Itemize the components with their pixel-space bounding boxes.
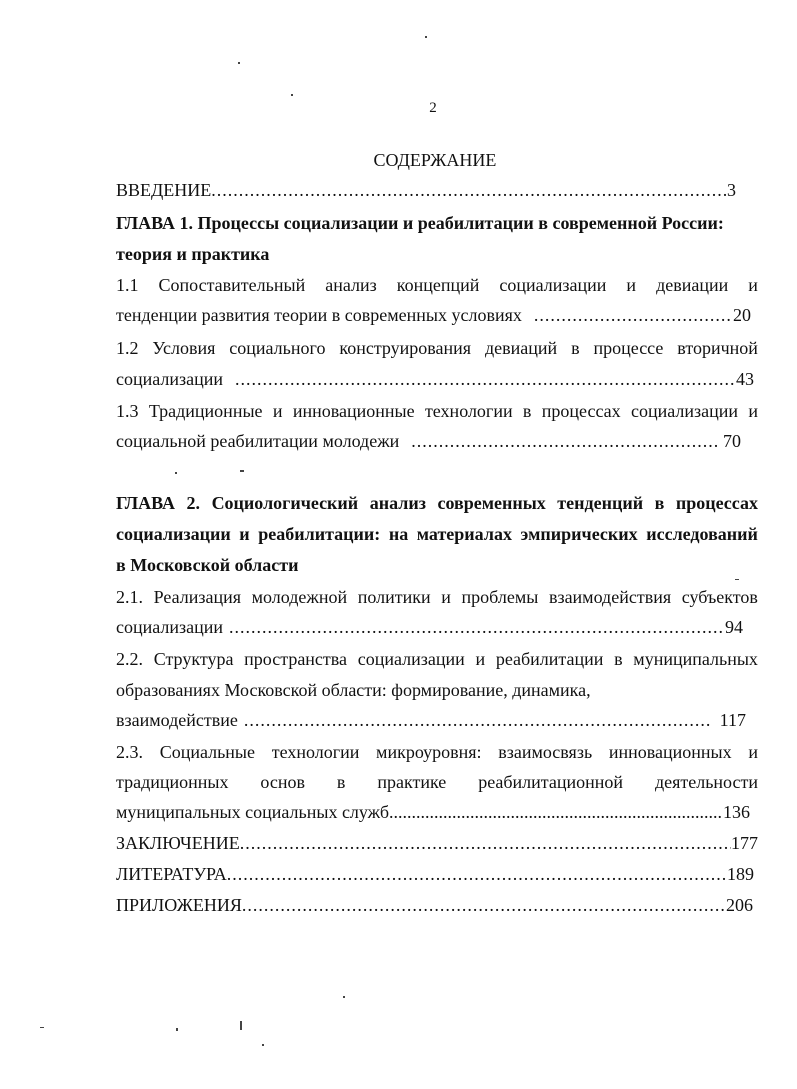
toc-entry-2-3-line1: 2.3. Социальные технологии микроуровня: взаимосвязь инновационных и xyxy=(116,742,758,762)
chapter-1-title: ГЛАВА 1. Процессы социализации и реабилитации в современной России: xyxy=(116,213,724,233)
chapter-2-title-cont: социализации и реабилитации: на материалах эмпирических исследований xyxy=(116,524,758,544)
toc-page: 43 xyxy=(736,369,754,389)
scan-speck xyxy=(238,62,240,64)
toc-entry-1-1-line2: тенденции развития теории в современных условиях ..... 20 xyxy=(116,303,751,327)
toc-page: 94 xyxy=(725,617,743,637)
scan-speck xyxy=(262,1044,264,1046)
scan-speck xyxy=(240,1021,242,1030)
toc-entry-2-3-line2: традиционных основ в практике реабилитационной деятельности xyxy=(116,772,758,792)
chapter-1-title-cont: теория и практика xyxy=(116,244,270,264)
page-title: СОДЕРЖАНИЕ xyxy=(373,150,497,170)
scan-speck xyxy=(175,472,177,474)
toc-entry-1-3-line1: 1.3 Традиционные и инновационные технологии в процессах социализации и xyxy=(116,401,758,421)
leader-dots xyxy=(240,831,731,855)
toc-page: 117 xyxy=(719,710,746,730)
toc-entry-2-2-line2: образованиях Московской области: формирование, динамика, xyxy=(116,680,591,700)
toc-title: ВВЕДЕНИЕ xyxy=(116,180,212,200)
toc-entry-literature: ЛИТЕРАТУРА ..... 189 xyxy=(116,862,754,886)
leader-dots xyxy=(235,367,736,391)
scan-speck xyxy=(291,94,293,96)
toc-entry-1-1-line1: 1.1 Сопоставительный анализ концепций социализации и девиации и xyxy=(116,275,758,295)
leader-dots xyxy=(227,862,727,886)
leader-dots xyxy=(242,893,726,917)
toc-page: 3 xyxy=(727,180,736,200)
toc-page: 177 xyxy=(731,833,758,853)
toc-entry-intro xyxy=(116,178,736,202)
leader-dots xyxy=(229,615,725,639)
toc-page: 20 xyxy=(733,305,751,325)
toc-entry-2-1-line2: социализации ..... 94 xyxy=(116,615,743,639)
page-number: 2 xyxy=(429,100,437,116)
scan-speck xyxy=(425,36,427,38)
chapter-2-title: ГЛАВА 2. Социологический анализ современных тенденций в процессах xyxy=(116,493,758,513)
scan-speck xyxy=(735,579,739,580)
toc-page: 136 xyxy=(723,802,750,822)
toc-page: 70 xyxy=(723,431,741,451)
scan-speck xyxy=(343,996,345,998)
toc-entry-2-2-line1: 2.2. Структура пространства социализации и реабилитации в муниципальных xyxy=(116,649,758,669)
scan-speck xyxy=(40,1027,44,1028)
leader-dots xyxy=(244,708,712,732)
toc-entry-2-3-line3: муниципальных социальных служб ..... 136 xyxy=(116,800,750,824)
chapter-2-title-end: в Московской области xyxy=(116,555,299,575)
leader-dots xyxy=(211,178,727,202)
toc-entry-1-2-line1: 1.2 Условия социального конструирования девиаций в процессе вторичной xyxy=(116,338,758,358)
toc-page: 206 xyxy=(726,895,753,915)
scan-speck xyxy=(176,1028,178,1031)
scan-speck xyxy=(240,470,244,472)
toc-entry-2-1-line1: 2.1. Реализация молодежной политики и проблемы взаимодействия субъектов xyxy=(116,587,758,607)
toc-entry-conclusion: ЗАКЛЮЧЕНИЕ ..... 177 xyxy=(116,831,758,855)
toc-entry-1-2-line2: социализации ..... 43 xyxy=(116,367,754,391)
leader-dots xyxy=(389,800,723,824)
toc-entry-2-2-line3: взаимодействие ..... 117 xyxy=(116,708,746,732)
toc-entry-appendix: ПРИЛОЖЕНИЯ ..... 206 xyxy=(116,893,753,917)
leader-dots xyxy=(411,429,717,453)
leader-dots xyxy=(534,303,733,327)
toc-entry-1-3-line2: социальной реабилитации молодежи ..... 70 xyxy=(116,429,741,453)
toc-page: 189 xyxy=(727,864,754,884)
